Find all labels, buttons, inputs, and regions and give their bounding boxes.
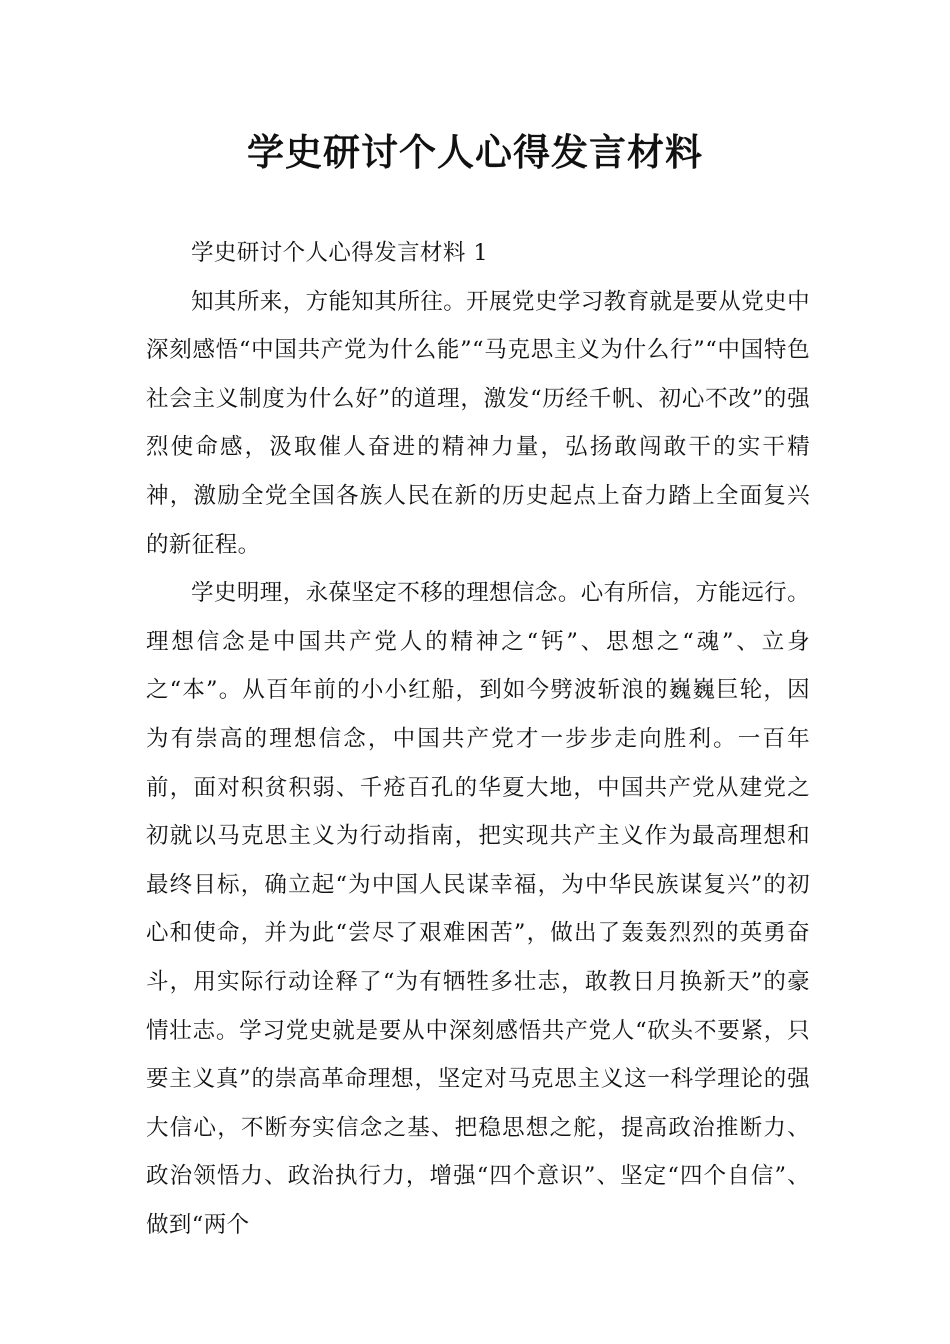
paragraph: 知其所来，方能知其所往。开展党史学习教育就是要从党史中深刻感悟“中国共产党为什么能”“马克思主义为什么行”“中国特色社会主义制度为什么好”的道理，激发“历经千帆、初心不改”的强烈使命感，汲取催人奋进的精神力量，弘扬敢闯敢干的实干精神，激励全党全国各族人民在新的历史起点上奋力踏上全面复兴的新征程。 — [146, 288, 810, 558]
paragraph: 学史明理，永葆坚定不移的理想信念。心有所信，方能远行。理想信念是中国共产党人的精神之“钙”、思想之“魂”、立身之“本”。从百年前的小小红船，到如今劈波斩浪的巍巍巨轮，因为有崇高的理想信念，中国共产党才一步步走向胜利。一百年前，面对积贫积弱、千疮百孔的华夏大地，中国共产党从建党之初就以马克思主义为行动指南，把实现共产主义作为最高理想和最终目标，确立起“为中国人民谋幸福，为中华民族谋复兴”的初心和使命，并为此“尝尽了艰难困苦”，做出了轰轰烈烈的英勇奋斗，用实际行动诠释了“为有牺牲多壮志，敢教日月换新天”的豪情壮志。学习党史就是要从中深刻感悟共产党人“砍头不要紧，只要主义真”的崇高革命理想，坚定对马克思主义这一科学理论的强大信心，不断夯实信念之基、把稳思想之舵，提高政治推断力、政治领悟力、政治执行力，增强“四个意识”、坚定“四个自信”、做到“两个 — [146, 580, 810, 1238]
document-body — [146, 229, 810, 1249]
section-heading: 学史研讨个人心得发言材料 1 — [191, 240, 489, 266]
document-title: 学史研讨个人心得发言材料 — [247, 130, 703, 174]
